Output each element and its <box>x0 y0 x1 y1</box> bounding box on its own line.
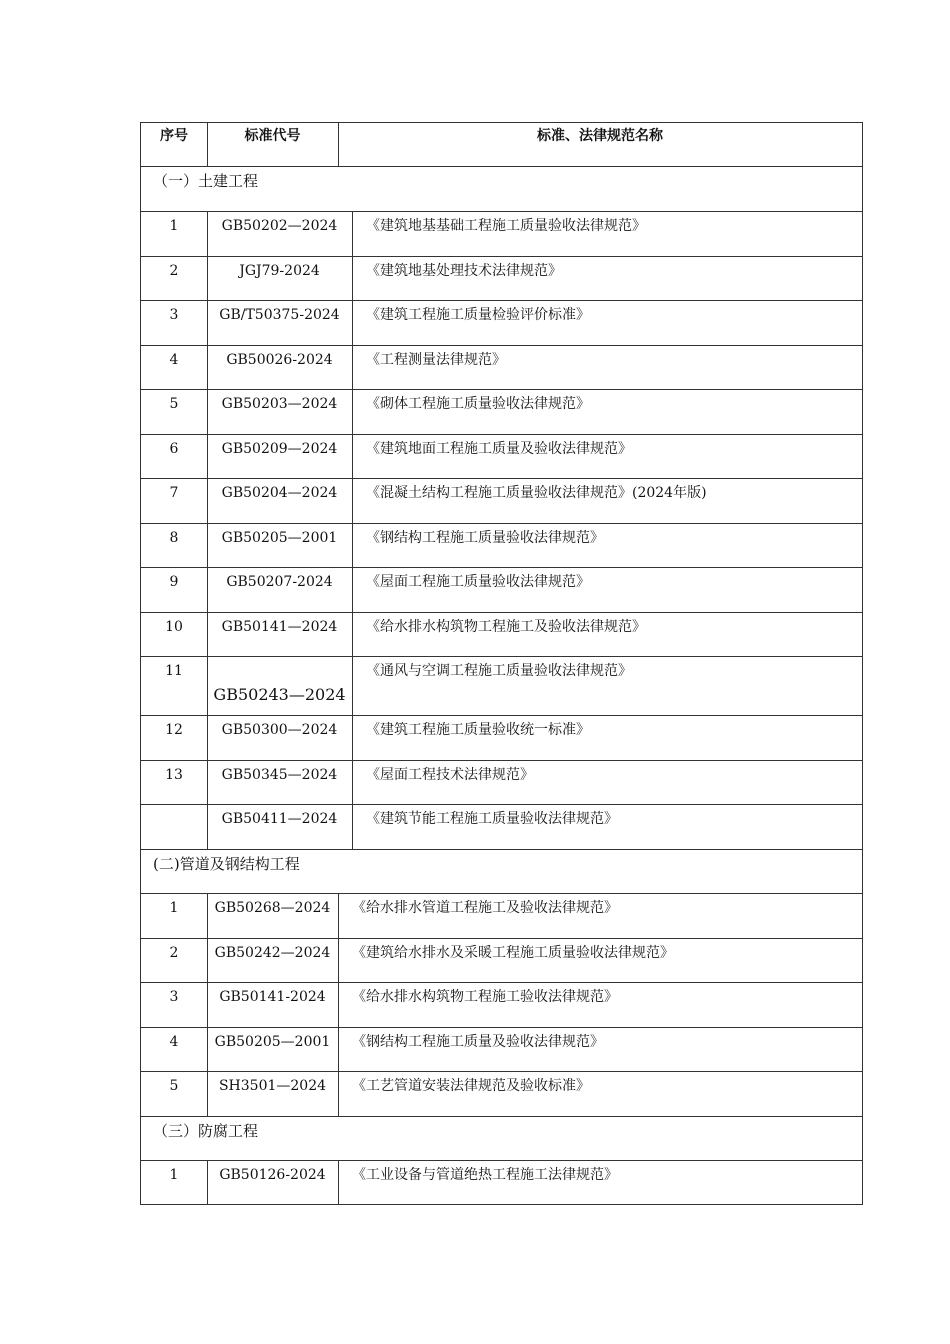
standard-code: GB50411—2024 <box>221 811 338 827</box>
row-number: 3 <box>169 307 179 323</box>
standard-code: GB50204—2024 <box>221 485 338 501</box>
row-number: 2 <box>169 263 179 279</box>
column-divider <box>352 212 353 256</box>
row-number: 11 <box>165 663 183 679</box>
table-row <box>141 657 862 716</box>
table-row <box>141 390 862 435</box>
standard-name: 《建筑工程施工质量检验评价标准》 <box>366 307 590 323</box>
standard-code: GB50205—2001 <box>214 1034 331 1050</box>
column-divider <box>352 301 353 345</box>
row-number: 1 <box>169 900 179 916</box>
standard-code: GB50345—2024 <box>221 767 338 783</box>
standard-code: GB50202—2024 <box>221 218 338 234</box>
standard-name: 《工业设备与管道绝热工程施工法律规范》 <box>352 1167 618 1183</box>
row-number: 7 <box>169 485 179 501</box>
standard-code: GB50141-2024 <box>219 989 326 1005</box>
column-divider <box>338 1161 339 1204</box>
column-divider <box>352 805 353 849</box>
standards-table <box>140 122 863 1205</box>
table-row <box>141 716 862 761</box>
table-row <box>141 761 862 805</box>
column-divider <box>352 657 353 715</box>
table-row <box>141 301 862 346</box>
table-row <box>141 805 862 850</box>
standard-name: 《给水排水管道工程施工及验收法律规范》 <box>352 900 618 916</box>
column-divider <box>352 524 353 567</box>
column-divider <box>352 761 353 804</box>
standard-code: SH3501—2024 <box>218 1078 327 1094</box>
row-number: 5 <box>169 396 179 412</box>
column-divider <box>352 346 353 389</box>
column-divider <box>352 613 353 656</box>
row-number: 1 <box>169 218 179 234</box>
standard-name: 《建筑工程施工质量验收统一标准》 <box>366 722 590 738</box>
table-row <box>141 435 862 479</box>
table-row <box>141 894 862 939</box>
standard-code: GB50205—2001 <box>221 530 338 546</box>
standard-code: GB50242—2024 <box>214 945 331 961</box>
standard-code: JGJ79-2024 <box>239 263 320 279</box>
row-number: 13 <box>165 767 183 783</box>
table-row <box>141 1028 862 1072</box>
standard-name: 《钢结构工程施工质量及验收法律规范》 <box>352 1034 604 1050</box>
standard-code: GB50243—2024 <box>213 685 346 704</box>
table-header-row <box>141 123 862 167</box>
row-number: 4 <box>169 352 179 368</box>
row-number: 2 <box>169 945 179 961</box>
row-number: 9 <box>169 574 179 590</box>
standard-name: 《钢结构工程施工质量验收法律规范》 <box>366 530 604 546</box>
row-number: 8 <box>169 530 179 546</box>
column-divider <box>352 257 353 300</box>
standard-name: 《给水排水构筑物工程施工及验收法律规范》 <box>366 619 646 635</box>
standard-name: 《给水排水构筑物工程施工验收法律规范》 <box>352 989 618 1005</box>
standard-name: 《建筑地面工程施工质量及验收法律规范》 <box>366 441 632 457</box>
section-row <box>141 850 862 894</box>
standard-name: 《建筑地基基础工程施工质量验收法律规范》 <box>366 218 646 234</box>
table-row <box>141 1161 862 1204</box>
standard-name: 《混凝土结构工程施工质量验收法律规范》(2024年版) <box>366 485 707 501</box>
column-divider <box>352 435 353 478</box>
table-row <box>141 524 862 568</box>
column-divider <box>338 1072 339 1116</box>
table-row <box>141 939 862 983</box>
table-row <box>141 613 862 657</box>
table-row <box>141 568 862 613</box>
row-number: 5 <box>169 1078 179 1094</box>
standard-name: 《建筑地基处理技术法律规范》 <box>366 263 562 279</box>
row-number: 4 <box>169 1034 179 1050</box>
column-divider <box>352 568 353 612</box>
standard-code: GB50209—2024 <box>221 441 338 457</box>
section-title: （一）土建工程 <box>153 172 259 190</box>
section-row <box>141 1117 862 1161</box>
standard-name: 《建筑节能工程施工质量验收法律规范》 <box>366 811 618 827</box>
standard-code: GB50141—2024 <box>221 619 338 635</box>
standard-name: 《通风与空调工程施工质量验收法律规范》 <box>366 663 632 679</box>
row-number: 10 <box>165 619 183 635</box>
row-number: 6 <box>169 441 179 457</box>
column-divider <box>352 716 353 760</box>
standard-code: GB50203—2024 <box>221 396 338 412</box>
table-row <box>141 257 862 301</box>
standard-name: 《砌体工程施工质量验收法律规范》 <box>366 396 590 412</box>
row-number: 12 <box>165 722 183 738</box>
column-divider <box>352 390 353 434</box>
standard-code: GB50300—2024 <box>221 722 338 738</box>
header-code: 标准代号 <box>244 128 301 144</box>
column-divider <box>352 479 353 523</box>
section-title: (二)管道及钢结构工程 <box>153 855 300 873</box>
standard-name: 《工艺管道安装法律规范及验收标准》 <box>352 1078 590 1094</box>
table-row <box>141 346 862 390</box>
row-number: 1 <box>169 1167 179 1183</box>
section-title: （三）防腐工程 <box>153 1122 259 1140</box>
standard-code: GB/T50375-2024 <box>219 307 340 323</box>
header-name: 标准、法律规范名称 <box>537 128 663 144</box>
table-row <box>141 212 862 257</box>
standard-name: 《屋面工程施工质量验收法律规范》 <box>366 574 590 590</box>
column-divider <box>338 894 339 938</box>
column-divider <box>338 939 339 982</box>
standard-code: GB50126-2024 <box>219 1167 326 1183</box>
column-divider <box>338 1028 339 1071</box>
standard-name: 《屋面工程技术法律规范》 <box>366 767 534 783</box>
standard-name: 《工程测量法律规范》 <box>366 352 506 368</box>
table-row <box>141 1072 862 1117</box>
column-divider <box>338 983 339 1027</box>
row-number: 3 <box>169 989 179 1005</box>
table-row <box>141 983 862 1028</box>
header-no: 序号 <box>160 128 188 144</box>
section-row <box>141 167 862 212</box>
standard-code: GB50268—2024 <box>214 900 331 916</box>
standard-code: GB50207-2024 <box>226 574 333 590</box>
table-row <box>141 479 862 524</box>
standard-code: GB50026-2024 <box>226 352 333 368</box>
standard-name: 《建筑给水排水及采暖工程施工质量验收法律规范》 <box>352 945 674 961</box>
